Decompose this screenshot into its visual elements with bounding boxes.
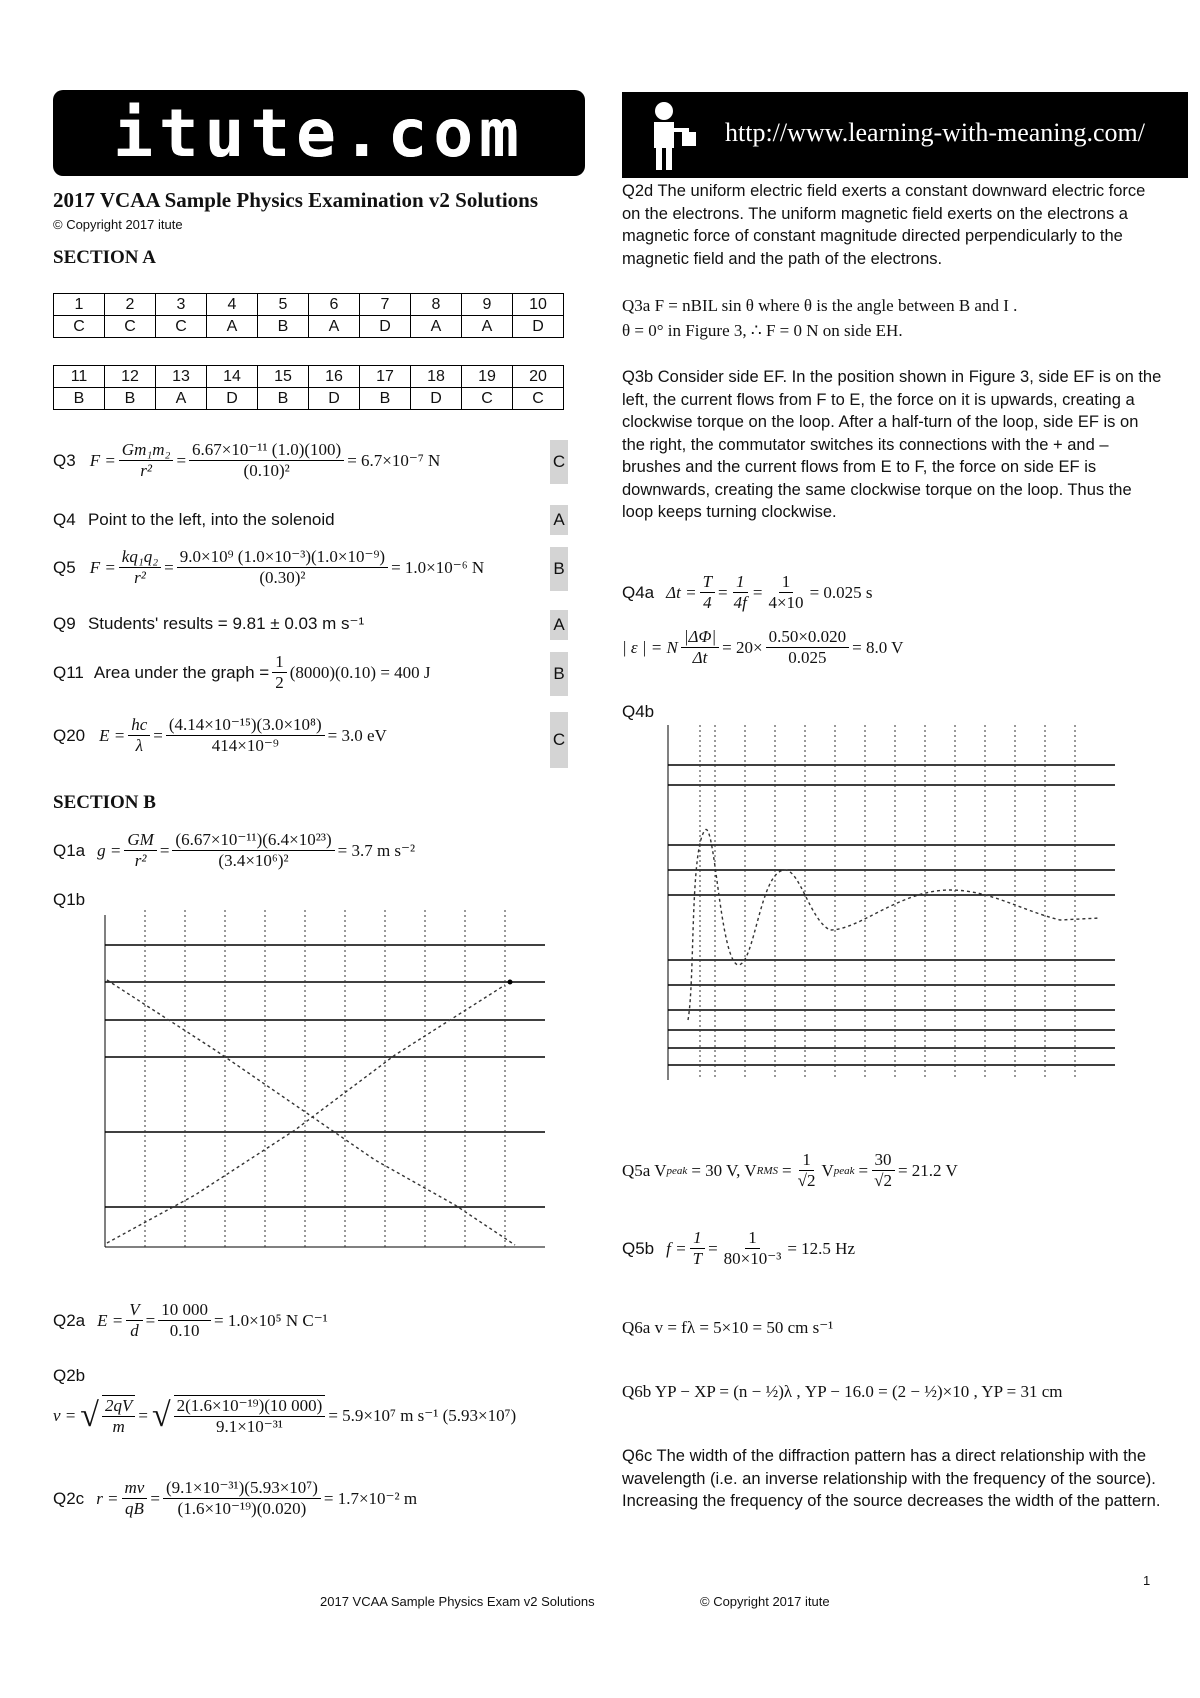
table-cell: 1 [54, 294, 105, 316]
table-cell: D [411, 388, 462, 410]
table-cell: D [207, 388, 258, 410]
document-title: 2017 VCAA Sample Physics Examination v2 Solutions [53, 188, 539, 212]
table-cell: 14 [207, 366, 258, 388]
table-cell: A [207, 316, 258, 338]
table-cell: 16 [309, 366, 360, 388]
q20-num2: (4.14×10⁻¹⁵)(3.0×10⁸) [166, 715, 325, 736]
q3-lhs: F = [89, 450, 116, 470]
q2b-num: 2qV [102, 1396, 135, 1417]
q20-label: Q20 [53, 725, 86, 745]
q3a-line-2: θ = 0° in Figure 3, ∴ F = 0 N on side EH. [622, 321, 903, 340]
q4b-graph [660, 720, 1120, 1090]
table-cell: C [513, 388, 564, 410]
q20-lhs: E = [99, 725, 126, 745]
site-url-link[interactable]: http://www.learning-with-meaning.com/ [725, 118, 1145, 147]
q5b-lhs: f = [666, 1238, 687, 1258]
table-cell: B [105, 388, 156, 410]
q2b-result: = 5.9×10⁷ m s⁻¹ (5.93×10⁷) [328, 1406, 517, 1425]
table-cell: C [54, 316, 105, 338]
answer-table-1 [53, 293, 564, 338]
q4-answer-badge: A [550, 505, 568, 535]
graph-vertical-gridlines [145, 910, 505, 1247]
q5-den: r² [134, 568, 146, 587]
q5b-label: Q5b [622, 1238, 655, 1258]
q1a-den: r² [134, 851, 147, 870]
q5-solution: Q5 F = $\frac{\text{kq₁q₂}}{\text{r²}}$ = $\frac{\text{9.0×10⁹ (1.0×10⁻³)(1.0×10⁻⁹)}}{\text{(0.30)²}}$ = 1.0×10⁻⁶ N [53, 547, 485, 587]
q5a-sub-d: peak [833, 1164, 855, 1177]
table-row [54, 316, 564, 338]
table-cell: 18 [411, 366, 462, 388]
table-row [54, 294, 564, 316]
q20-den: λ [135, 736, 143, 755]
q3a-line-1: Q3a F = nBIL sin θ where θ is the angle between B and I . [622, 296, 1018, 315]
q1a-den2: (3.4×10⁶)² [218, 851, 289, 870]
q3-num2: 6.67×10⁻¹¹ (1.0)(100) [189, 440, 344, 461]
q5a-solution [622, 1150, 958, 1191]
increasing-curve [107, 985, 505, 1243]
q9-answer-badge: A [550, 610, 568, 640]
q2a-den2: 0.10 [169, 1321, 200, 1340]
table-cell: C [105, 316, 156, 338]
sqrt-sign: √ [80, 1397, 99, 1434]
q5a-frac-den: √2 [797, 1171, 816, 1190]
q4a-t-den: 4 [703, 593, 712, 612]
q4a-emf-lhs: | ε | = N [622, 637, 678, 657]
q4a-n-den: 0.025 [788, 648, 827, 667]
q5b-result: = 12.5 Hz [787, 1238, 855, 1258]
q3-den2: (0.10)² [243, 461, 290, 480]
graph-gridlines [668, 765, 1115, 1065]
sqrt-sign: √ [151, 1397, 171, 1434]
curve-endpoint [508, 980, 513, 985]
q2c-num2: (9.1×10⁻³¹)(5.93×10⁷) [163, 1478, 321, 1499]
table-cell: 20 [513, 366, 564, 388]
q5a-sub-b: RMS [756, 1164, 779, 1177]
q3-den: r² [140, 461, 152, 480]
q5a-text-b: = 30 V, V [691, 1160, 757, 1180]
q2a-solution: Q2a E = $\frac{V}{d}$ = $\frac{10 000}{0.10}$ = 1.0×10⁵ N C⁻¹ [53, 1300, 328, 1340]
q11-label: Q11 [53, 662, 84, 682]
q5-lhs: F = [89, 557, 116, 577]
q5-num2: 9.0×10⁹ (1.0×10⁻³)(1.0×10⁻⁹) [177, 547, 388, 568]
q4b-label: Q4b [622, 702, 655, 721]
q5-answer-badge: B [550, 547, 568, 591]
q2a-label: Q2a [53, 1310, 86, 1330]
person-icon [642, 98, 702, 174]
q1a-lhs: g = [97, 840, 122, 860]
q3b-paragraph: Q3b Consider side EF. In the position shown in Figure 3, side EF is on the left, the current flows from F to E, the force on it is upwards, creating a clockwise torque on the loop. After a half-turn of the loop, side EF is on the right, the commutator switches its connections with the + and – brushes and the current flows from E to F, the force on side EF is downwards, creating the same clockwise torque on the loop. Thus the loop keeps turning clockwise. [622, 368, 1162, 521]
q4-label: Q4 [53, 510, 76, 529]
table-cell: B [258, 388, 309, 410]
q5a-text-d: V [821, 1160, 834, 1180]
q2b-den: m [112, 1417, 125, 1436]
section-a-heading: SECTION A [53, 247, 156, 268]
q5a-text-a: Q5a V [622, 1160, 667, 1180]
q4a-line-2 [622, 627, 903, 668]
q2c-result: = 1.7×10⁻² m [323, 1488, 418, 1508]
q1a-solution: Q1a g = $\frac{GM}{\text{r²}}$ = $\frac{\text{(6.67×10⁻¹¹)(6.4×10²³)}}{\text{(3.4×10⁶)²}}$ = 3.7 m s⁻² [53, 830, 416, 870]
q6a-solution: Q6a v = fλ = 5×10 = 50 cm s⁻¹ [622, 1318, 834, 1337]
table-cell: 17 [360, 366, 411, 388]
q4-solution [53, 510, 335, 530]
table-cell: 9 [462, 294, 513, 316]
q5b-num: 1 [690, 1228, 705, 1249]
q4a-d-num: |ΔΦ| [681, 627, 719, 648]
q2b-label: Q2b [53, 1366, 86, 1385]
logo-banner [53, 90, 585, 176]
q11-answer-badge: B [550, 652, 568, 696]
table-cell: C [462, 388, 513, 410]
table-cell: 19 [462, 366, 513, 388]
q11-result: (8000)(0.10) = 400 J [289, 662, 431, 682]
q2c-solution: Q2c r = $\frac{mv}{qB}$ = $\frac{\text{(9.1×10⁻³¹)(5.93×10⁷)}}{\text{(1.6×10⁻¹⁹)(0.020)}}$ = 1.7×10⁻² m [53, 1478, 418, 1518]
q3-answer-badge: C [550, 440, 568, 484]
q20-result: = 3.0 eV [327, 725, 387, 745]
section-b-heading: SECTION B [53, 792, 156, 813]
table-row [54, 388, 564, 410]
q4a-lhs: Δt = [666, 582, 697, 602]
table-cell: 15 [258, 366, 309, 388]
table-cell: 3 [156, 294, 207, 316]
table-cell: B [258, 316, 309, 338]
table-cell: D [513, 316, 564, 338]
footer-copyright: © Copyright 2017 itute [700, 1594, 830, 1609]
table-cell: A [411, 316, 462, 338]
table-cell: A [462, 316, 513, 338]
q20-answer-badge: C [550, 712, 568, 768]
table-cell: 13 [156, 366, 207, 388]
q2d-paragraph: Q2d The uniform electric field exerts a constant downward electric force on the electrons. The uniform magnetic field exerts on the electrons a magnetic force of constant magnitude directed perpendicularly to the magnetic field and the path of the electrons. [622, 182, 1146, 268]
table-cell: 10 [513, 294, 564, 316]
q5a-frac2-num: 30 [872, 1150, 895, 1171]
table-cell: D [309, 388, 360, 410]
q5a-text-e: = [858, 1160, 869, 1180]
q20-solution: Q20 E = $\frac{hc}{\lambda}$ = $\frac{\text{(4.14×10⁻¹⁵)(3.0×10⁸)}}{\text{414×10⁻⁹}}$ = 3.0 eV [53, 715, 387, 755]
q20-num: hc [128, 715, 150, 736]
q1a-num2: (6.67×10⁻¹¹)(6.4×10²³) [172, 830, 334, 851]
q4a-result-1: = 0.025 s [809, 582, 873, 602]
q4a-d-den: Δt [692, 648, 708, 667]
q2a-num: V [126, 1300, 142, 1321]
q2b-lhs: v = [53, 1406, 77, 1425]
footer-title: 2017 VCAA Sample Physics Exam v2 Solutions [320, 1594, 595, 1609]
q5a-text-f: = 21.2 V [897, 1160, 958, 1180]
q4a-result-2: = 8.0 V [852, 637, 904, 657]
q2c-lhs: r = [96, 1488, 119, 1508]
copyright-note: © Copyright 2017 itute [53, 217, 183, 232]
q9-text: Students' results = 9.81 ± 0.03 m s⁻¹ [87, 614, 365, 633]
q4a-line-1: Q4a Δt = $\frac{T}{4}$ = $\frac{1}{4f}$ = $\frac{1}{4\times 10}$ = 0.025 s [622, 572, 873, 612]
graph-gridlines [105, 945, 545, 1207]
q2b-den2: 9.1×10⁻³¹ [215, 1417, 283, 1436]
table-row [54, 366, 564, 388]
table-cell: 8 [411, 294, 462, 316]
table-cell: 12 [105, 366, 156, 388]
q5b-den2: 80×10⁻³ [723, 1249, 782, 1268]
q4a-f-den: 4f [733, 593, 747, 612]
q4a-label: Q4a [622, 582, 655, 602]
q11-solution [53, 652, 431, 693]
q2b-solution: v = √ $\frac{2qV}{m}$ = √ $\frac{\text{2(1.6×10⁻¹⁹)(10 000)}}{\text{9.1×10⁻³¹}}$ = 5.9×10⁷ m s⁻¹ (5.93×10⁷) [53, 1396, 517, 1436]
q6b-solution: Q6b YP − XP = (n − ½)λ , YP − 16.0 = (2 − ½)×10 , YP = 31 cm [622, 1382, 1063, 1401]
q2a-num2: 10 000 [158, 1300, 211, 1321]
q2c-den: qB [125, 1499, 144, 1518]
q1a-num: GM [124, 830, 156, 851]
itute-logo: itute.com [113, 94, 525, 172]
q3-num: Gm₁m₂ [119, 440, 174, 461]
q2c-label: Q2c [53, 1488, 85, 1508]
q4a-n-num: 0.50×0.020 [766, 627, 850, 648]
q2b-num2: 2(1.6×10⁻¹⁹)(10 000) [174, 1396, 326, 1417]
q2c-num: mv [122, 1478, 148, 1499]
q4a-x-den: 4×10 [768, 593, 804, 612]
q1b-label: Q1b [53, 890, 86, 909]
table-cell: 5 [258, 294, 309, 316]
q2a-den: d [130, 1321, 139, 1340]
q11-den: 2 [275, 673, 284, 692]
q3-solution: Q3 F = $\frac{\text{Gm₁m₂}}{\text{r²}}$ = $\frac{\text{6.67×10⁻¹¹ (1.0)(100)}}{\text{(0.10)²}}$ = 6.7×10⁻⁷ N [53, 440, 441, 480]
table-cell: A [309, 316, 360, 338]
table-cell: 7 [360, 294, 411, 316]
page-number: 1 [1143, 1573, 1151, 1588]
q5b-solution: Q5b f = $\frac{1}{T}$ = $\frac{1}{\text{80×10⁻³}}$ = 12.5 Hz [622, 1228, 855, 1268]
q5-label: Q5 [53, 557, 76, 577]
table-cell: 2 [105, 294, 156, 316]
q5a-frac2-den: √2 [874, 1171, 892, 1190]
q9-label: Q9 [53, 614, 76, 633]
q1a-label: Q1a [53, 840, 86, 860]
table-cell: 4 [207, 294, 258, 316]
q5a-text-c: = [782, 1160, 792, 1180]
q4a-x-num: 1 [779, 572, 794, 593]
table-cell: D [360, 316, 411, 338]
q9-solution [53, 614, 364, 634]
q4-text: Point to the left, into the solenoid [87, 510, 335, 529]
q3-result: = 6.7×10⁻⁷ N [347, 450, 441, 470]
q11-num: 1 [272, 652, 287, 673]
q4a-t-num: T [700, 572, 715, 593]
table-cell: B [54, 388, 105, 410]
q1b-graph [95, 905, 555, 1265]
q2a-result: = 1.0×10⁵ N C⁻¹ [213, 1310, 328, 1330]
table-cell: 11 [54, 366, 105, 388]
answer-table-2 [53, 365, 564, 410]
graph-vertical-gridlines [700, 725, 1075, 1080]
q5-result: = 1.0×10⁻⁶ N [391, 557, 485, 577]
damped-oscillation-curve [688, 829, 1100, 1020]
q6c-paragraph: Q6c The width of the diffraction pattern has a direct relationship with the wavelength (i.e. an inverse relationship with the frequency of the source). Increasing the frequency of the source decreases the width of the pattern. [622, 1447, 1161, 1510]
table-cell: C [156, 316, 207, 338]
q4a-mid: = 20× [722, 637, 763, 657]
q2a-lhs: E = [97, 1310, 124, 1330]
q11-text: Area under the graph = [93, 662, 270, 682]
q20-den2: 414×10⁻⁹ [211, 736, 279, 755]
q3-label: Q3 [53, 450, 76, 470]
q5b-den: T [692, 1249, 703, 1268]
table-cell: B [360, 388, 411, 410]
q5a-frac-num: 1 [799, 1150, 814, 1171]
q5-den2: (0.30)² [259, 568, 306, 587]
q5-num: kq₁q₂ [119, 547, 161, 568]
q5a-sub-a: peak [666, 1164, 688, 1177]
q5b-num2: 1 [745, 1228, 760, 1249]
table-cell: A [156, 388, 207, 410]
q1a-result: = 3.7 m s⁻² [337, 840, 416, 860]
table-cell: 6 [309, 294, 360, 316]
q4a-f-num: 1 [733, 572, 748, 593]
q2c-den2: (1.6×10⁻¹⁹)(0.020) [177, 1499, 307, 1518]
